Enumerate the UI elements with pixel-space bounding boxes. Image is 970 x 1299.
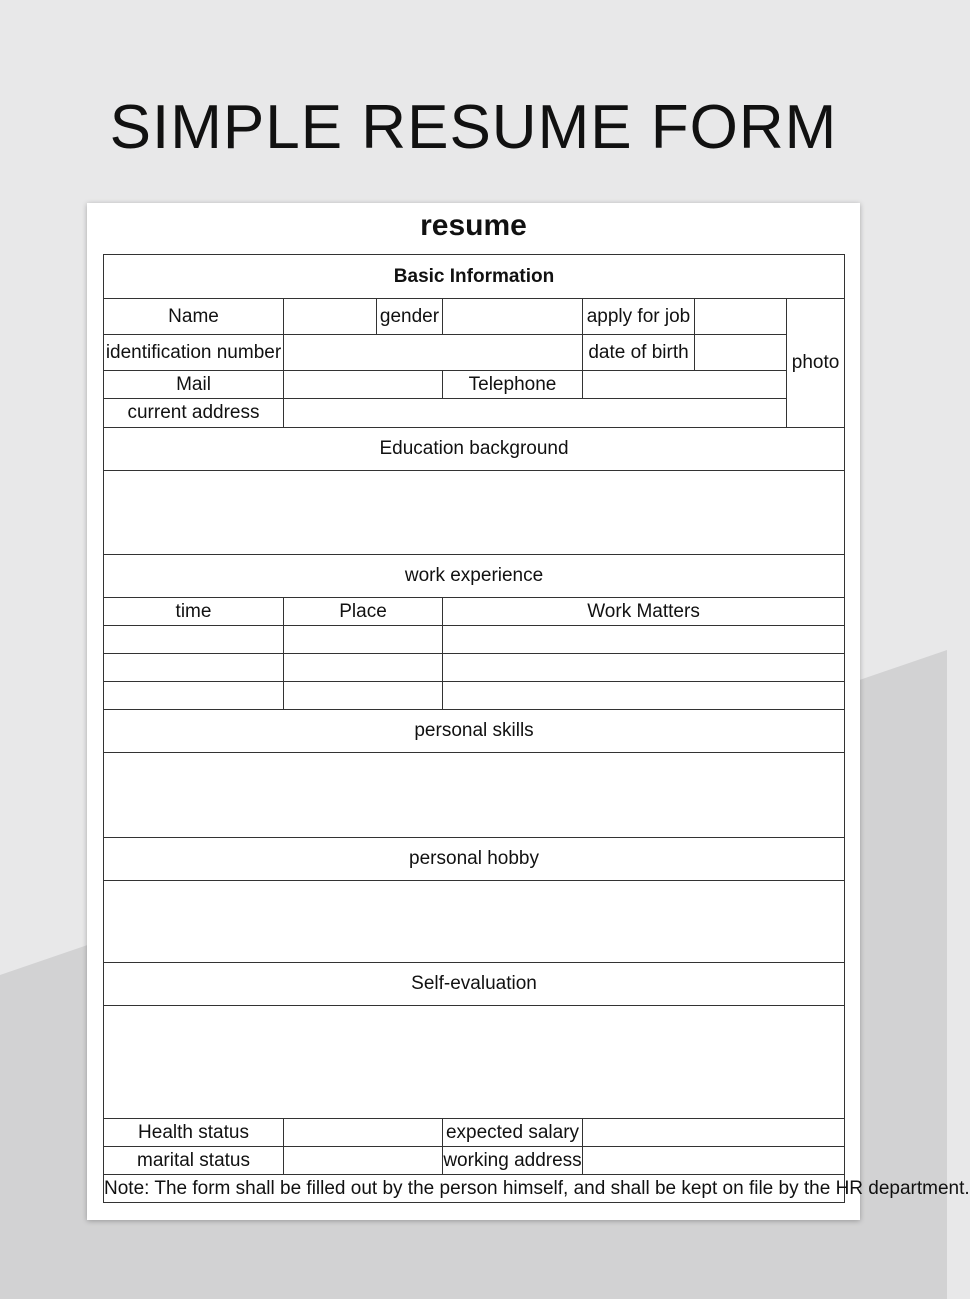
input-current-address[interactable] [284,399,787,428]
document-title: resume [420,209,527,242]
input-gender[interactable] [443,299,583,335]
input-name[interactable] [284,299,377,335]
input-expected-salary[interactable] [583,1119,845,1147]
work-matters-cell[interactable] [443,682,845,710]
work-time-cell[interactable] [104,682,284,710]
resume-sheet [87,203,970,1220]
label-working-address: working address [443,1147,583,1175]
resume-form-table [103,254,970,1203]
section-basic-information: Basic Information [104,255,845,299]
work-place-cell[interactable] [284,654,443,682]
input-personal-skills[interactable] [104,753,845,838]
label-mail: Mail [104,371,284,399]
banner-title: SIMPLE RESUME FORM [109,93,838,162]
label-marital-status: marital status [104,1147,284,1175]
label-name: Name [104,299,284,335]
input-health-status[interactable] [284,1119,443,1147]
work-time-cell[interactable] [104,654,284,682]
photo-box[interactable]: photo [787,299,845,428]
work-matters-cell[interactable] [443,626,845,654]
input-self-evaluation[interactable] [104,1006,845,1119]
input-mail[interactable] [284,371,443,399]
section-education-background: Education background [104,428,845,471]
column-place: Place [284,598,443,626]
column-time: time [104,598,284,626]
label-telephone: Telephone [443,371,583,399]
label-apply-for-job: apply for job [583,299,695,335]
input-marital-status[interactable] [284,1147,443,1175]
column-work-matters: Work Matters [443,598,845,626]
section-personal-skills: personal skills [104,710,845,753]
input-apply-for-job[interactable] [695,299,787,335]
label-date-of-birth: date of birth [583,335,695,371]
work-time-cell[interactable] [104,626,284,654]
input-identification-number[interactable] [284,335,583,371]
input-date-of-birth[interactable] [695,335,787,371]
work-place-cell[interactable] [284,682,443,710]
label-gender: gender [377,299,443,335]
label-current-address: current address [104,399,284,428]
form-note: Note: The form shall be filled out by the person himself, and shall be kept on file by the HR department. [104,1175,845,1203]
input-education-background[interactable] [104,471,845,555]
work-place-cell[interactable] [284,626,443,654]
input-telephone[interactable] [583,371,787,399]
work-matters-cell[interactable] [443,654,845,682]
section-work-experience: work experience [104,555,845,598]
label-identification-number: identification number [104,335,284,371]
section-personal-hobby: personal hobby [104,838,845,881]
label-health-status: Health status [104,1119,284,1147]
input-working-address[interactable] [583,1147,845,1175]
label-expected-salary: expected salary [443,1119,583,1147]
input-personal-hobby[interactable] [104,881,845,963]
section-self-evaluation: Self-evaluation [104,963,845,1006]
